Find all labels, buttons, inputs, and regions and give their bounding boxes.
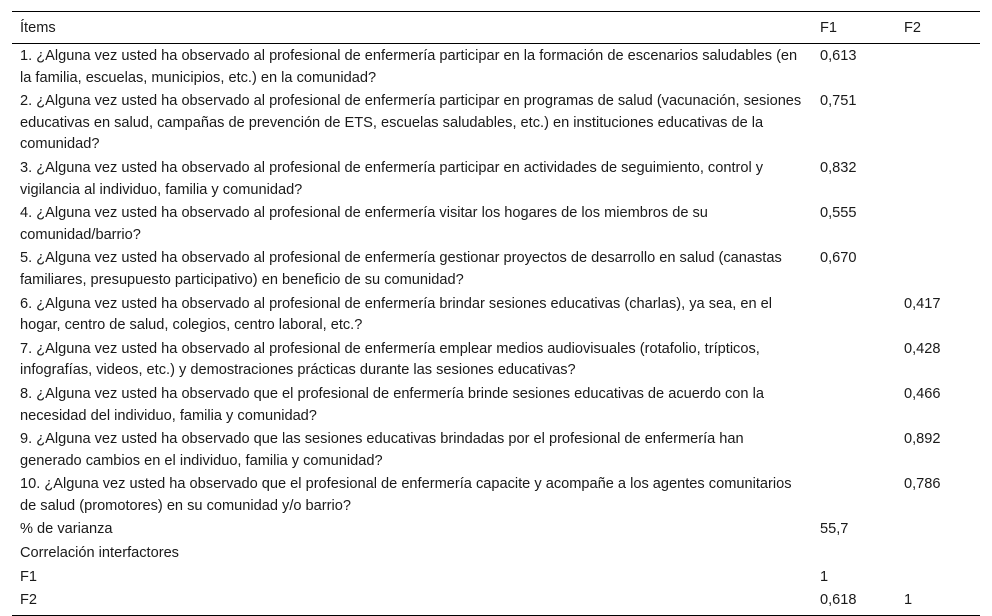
f1-value <box>812 472 896 517</box>
f1-value <box>812 337 896 382</box>
f1-value: 0,832 <box>820 159 857 176</box>
f2-value <box>896 44 980 90</box>
f1-value <box>812 382 896 427</box>
item-text: 2. ¿Alguna vez usted ha observado al profesional de enfermería participar en programas de salud (vacunación, sesiones educativas en salud, campañas de prevención de ETS, escuelas saludables, etc.) en instituciones educativas de la comunidad? <box>20 93 802 153</box>
item-text: 9. ¿Alguna vez usted ha observado que las sesiones educativas brindadas por el profesional de enfermería han generado cambios en el individuo, familia y comunidad? <box>20 431 744 469</box>
f1-value: 0,618 <box>820 592 857 609</box>
item-text: 7. ¿Alguna vez usted ha observado al profesional de enfermería emplear medios audiovisuales (rotafolio, trípticos, infografías, videos, etc.) y demostraciones prácticas durante las sesiones educativas? <box>20 340 760 379</box>
f2-value <box>896 565 980 589</box>
f1-value <box>812 427 896 472</box>
table-row <box>12 44 980 90</box>
factor-label: F2 <box>20 592 38 609</box>
correlation-row-f1 <box>12 565 980 589</box>
f2-value <box>896 517 980 541</box>
table-row <box>12 89 980 156</box>
table-body <box>12 44 980 616</box>
factor-loadings-table <box>12 11 980 616</box>
f1-value <box>812 541 896 565</box>
f2-value: 0,466 <box>904 385 941 402</box>
f1-value: 1 <box>820 568 829 585</box>
variance-label: % de varianza <box>20 521 113 538</box>
header-items: Ítems <box>20 19 56 36</box>
table-row <box>12 201 980 246</box>
table-row <box>12 427 980 472</box>
table-row <box>12 337 980 382</box>
header-row <box>12 12 980 44</box>
f2-value: 0,417 <box>904 295 941 312</box>
header-f2: F2 <box>904 19 922 36</box>
variance-row <box>12 517 980 541</box>
item-text: 4. ¿Alguna vez usted ha observado al profesional de enfermería visitar los hogares de los miembros de su comunidad/barrio? <box>20 205 708 243</box>
f1-value: 0,751 <box>820 93 857 110</box>
correlation-heading-row <box>12 541 980 565</box>
f2-value: 0,892 <box>904 431 941 448</box>
f1-value: 55,7 <box>820 521 849 538</box>
item-text: 1. ¿Alguna vez usted ha observado al profesional de enfermería participar en la formación de escenarios saludables (en la familia, escuelas, municipios, etc.) en la comunidad? <box>20 48 798 86</box>
table-row <box>12 246 980 291</box>
item-text: 6. ¿Alguna vez usted ha observado al profesional de enfermería brindar sesiones educativas (charlas), ya sea, en el hogar, centro de salud, colegios, centro laboral, etc.? <box>20 295 773 334</box>
factor-label: F1 <box>20 568 38 585</box>
f2-value: 0,428 <box>904 340 941 357</box>
f2-value <box>896 89 980 156</box>
table-header <box>12 12 980 44</box>
factor-loadings-table-container <box>12 11 980 616</box>
f1-value: 0,613 <box>820 48 857 64</box>
header-f1: F1 <box>820 19 838 36</box>
f2-value <box>896 201 980 246</box>
table-row <box>12 472 980 517</box>
f2-value <box>896 541 980 565</box>
table-row <box>12 292 980 337</box>
correlation-row-f2 <box>12 588 980 615</box>
f2-value <box>896 246 980 291</box>
f2-value: 0,786 <box>904 476 941 493</box>
table-row <box>12 156 980 201</box>
f1-value: 0,670 <box>820 250 857 267</box>
f1-value <box>812 292 896 337</box>
item-text: 3. ¿Alguna vez usted ha observado al profesional de enfermería participar en actividades de seguimiento, control y vigilancia al individuo, familia y comunidad? <box>20 159 764 198</box>
f1-value: 0,555 <box>820 205 857 222</box>
item-text: 10. ¿Alguna vez usted ha observado que el profesional de enfermería capacite y acompañe a los agentes comunitarios de salud (promotores) en su comunidad y/o barrio? <box>20 476 792 514</box>
item-text: 5. ¿Alguna vez usted ha observado al profesional de enfermería gestionar proyectos de desarrollo en salud (canastas familiares, presupuesto participativo) en beneficio de su comunidad? <box>20 250 782 288</box>
f2-value <box>896 156 980 201</box>
table-row <box>12 382 980 427</box>
f2-value: 1 <box>904 592 913 609</box>
item-text: 8. ¿Alguna vez usted ha observado que el profesional de enfermería brinde sesiones educativas de acuerdo con la necesidad del individuo, familia y comunidad? <box>20 385 764 424</box>
correlation-label: Correlación interfactores <box>20 545 179 562</box>
